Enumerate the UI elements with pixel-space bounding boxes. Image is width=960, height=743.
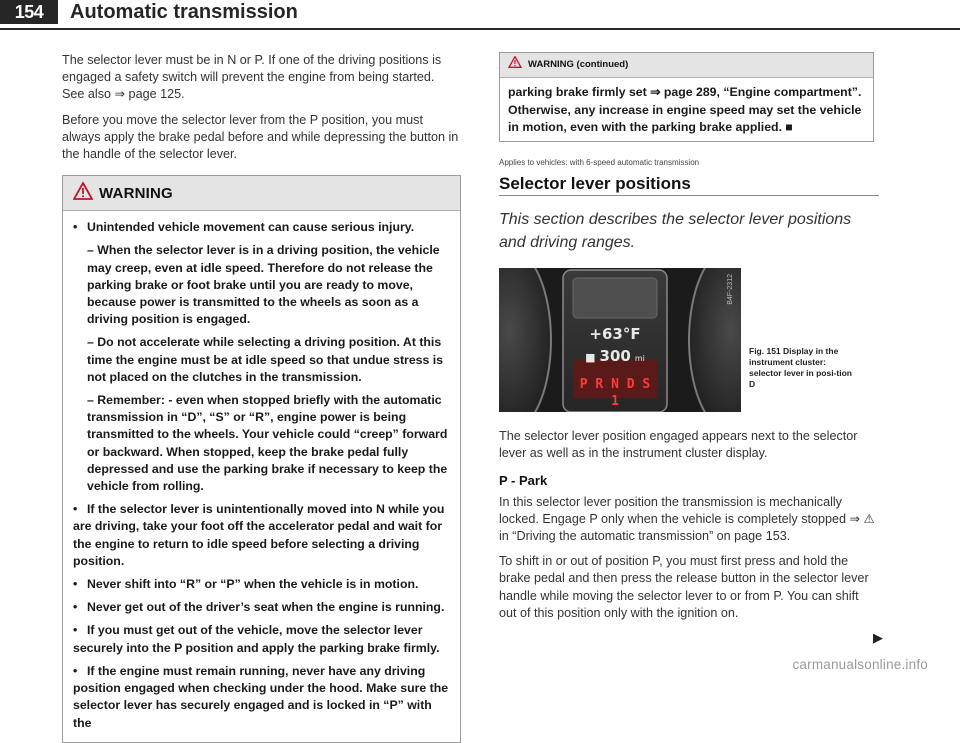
continue-arrow-icon: ▶ [873,629,883,645]
park-heading: P - Park [499,473,548,489]
figure-caption: Fig. 151 Display in the instrument cluster: selector lever in posi-tion D [749,345,852,389]
figure-151 [499,268,879,412]
warning-item: • If the engine must remain running, never have any driving position engaged when checking under the hood. Make sure the selector lever has securely engaged and is locked in “P” with the [73,663,449,730]
paragraph-selector-safety: The selector lever must be in N or P. If one of the driving positions is engaged a safety switch will prevent the engine from being started. See also ⇒ page 125. [62,53,442,102]
figure-code: B4F-2312 [726,273,734,305]
warning-triangle-icon [73,182,93,205]
warning-item: • If you must get out of the vehicle, move the selector lever securely into the P position and apply the parking brake firmly. [73,623,440,655]
temperature-readout: +63°F [589,324,641,343]
paragraph-display: The selector lever position engaged appears next to the selector lever as well as in the instrument cluster display. [499,428,858,461]
warning-body [63,211,460,741]
paragraph-park-1: In this selector lever position the transmission is mechanically locked. Engage P only when the vehicle is completely stopped ⇒ ⚠ in “Driving the automatic transmission” on page 153. [499,494,875,543]
header-rule [0,28,960,30]
warning-continued-label: WARNING (continued) [528,59,629,71]
section-title: Selector lever positions [499,175,879,196]
section-intro: This section describes the selector lever positions and driving ranges. [499,210,852,251]
warning-continued-header [500,53,873,78]
left-column [62,52,460,743]
warning-item: • Never shift into “R” or “P” when the vehicle is in motion. [73,577,419,592]
warning-header [63,176,460,211]
warning-subitem: – Do not accelerate while selecting a driving position. At this time the engine must be at idle speed so that undue stress is not placed on the clutches in the transmission. [87,335,444,384]
watermark: carmanualsonline.info [792,657,928,672]
warning-subitem: – Remember: - even when stopped briefly with the automatic transmission in “D”, “S” or “R”, engine power is being transmitted to the wheels. Your vehicle could “creep” forward or backward. When stopped, keep the brake pedal fully depressed and use the parking brake if necessary to keep the vehicle from rolling. [87,393,448,494]
warning-item: • Unintended vehicle movement can cause serious injury. [73,220,415,235]
range-readout: ■ 300 mi [585,346,645,365]
right-column [499,52,883,645]
warning-continued-text: parking brake firmly set ⇒ page 289, “Engine compartment”. Otherwise, any increase in engine speed may set the vehicle in motion, even with the parking brake applied. ■ [508,85,862,134]
gear-indicator-strip: P R N D S 1 [579,376,651,410]
warning-item: • Never get out of the driver’s seat when the engine is running. [73,600,445,615]
warning-label: WARNING [99,184,173,202]
chapter-title: Automatic transmission [70,1,298,23]
instrument-cluster-image [499,268,741,412]
applies-to-note: Applies to vehicles: with 6-speed automatic transmission [499,157,700,167]
fuel-pump-icon: ■ [585,350,596,364]
warning-subitem: – When the selector lever is in a driving position, the vehicle may creep, even at idle speed. Therefore do not release the parking brake or foot brake until you are ready to move, because power is transmitted to the wheels as soon as a driving position is engaged. [87,243,440,327]
paragraph-park-2: To shift in or out of position P, you must first press and hold the brake pedal and then press the release button in the selector lever handle while moving the selector lever to or from P. You can shift out of this position only with the ignition on. [499,554,869,620]
page-number: 154 [0,0,58,24]
warning-item: • If the selector lever is unintentionally moved into N while you are driving, take your foot off the accelerator pedal and wait for the engine to return to idle speed before selecting a driving position. [73,502,445,568]
warning-continued-box [499,52,874,142]
paragraph-brake-before-moving: Before you move the selector lever from the P position, you must always apply the brake pedal before and while depressing the button in the handle of the selector lever. [62,112,459,162]
warning-triangle-icon [508,56,522,73]
warning-box [62,175,461,742]
